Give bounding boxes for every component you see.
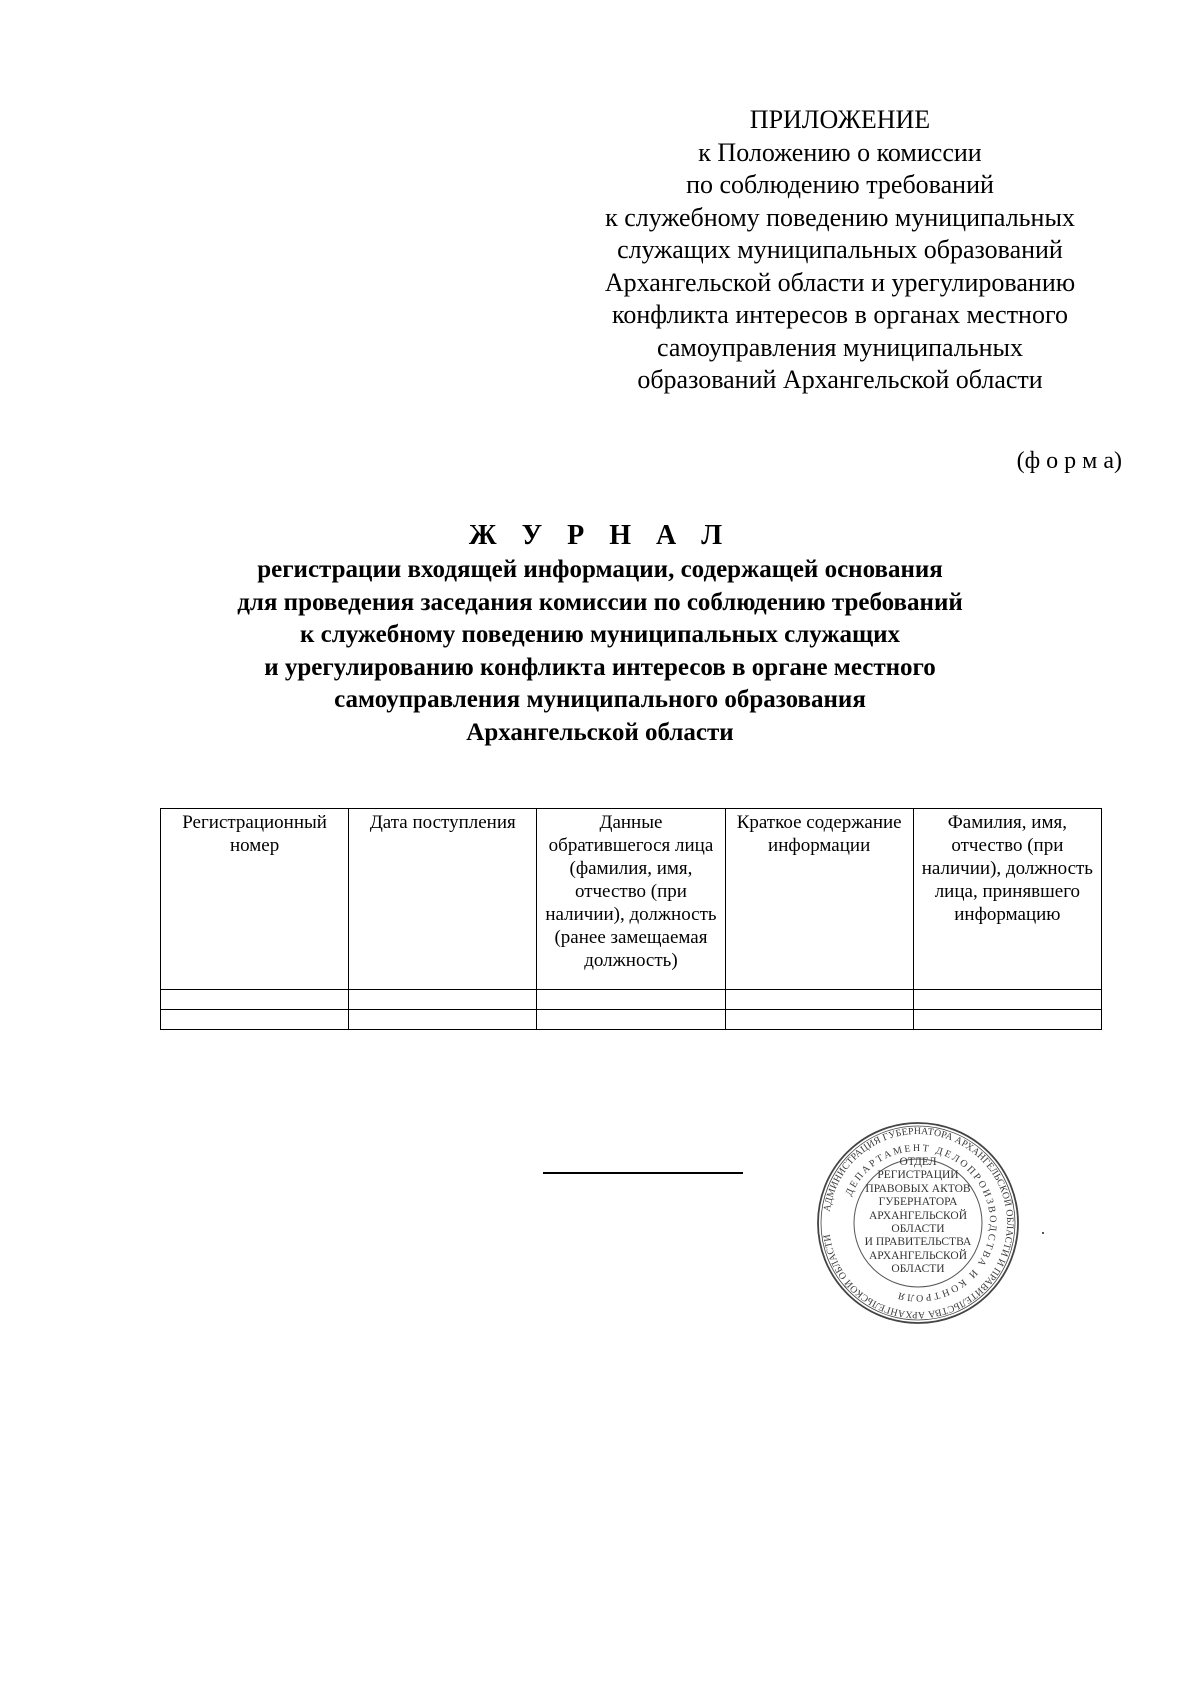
table-header-row bbox=[161, 809, 1102, 990]
appendix-line: самоуправления муниципальных bbox=[656, 332, 1024, 362]
official-stamp bbox=[815, 1120, 1021, 1326]
col-header-person-data: Данные обратившегося лица (фамилия, имя, отчество (при наличии), должность (ранее замещаемая должность) bbox=[537, 809, 725, 990]
appendix-line: Архангельской области и урегулированию bbox=[604, 267, 1076, 297]
col-header-summary: Краткое содержание информации bbox=[725, 809, 913, 990]
title-line: Архангельской области bbox=[466, 718, 734, 746]
col-header-receiver: Фамилия, имя, отчество (при наличии), должность лица, принявшего информацию bbox=[913, 809, 1101, 990]
table-cell bbox=[161, 990, 349, 1010]
appendix-header bbox=[560, 104, 1120, 397]
form-label: (ф о р м а) bbox=[1016, 448, 1122, 474]
title-line: к служебному поведению муниципальных служащих bbox=[299, 621, 901, 648]
stamp-inner-text: ДЕПАРТАМЕНТ ДЕЛОПРОИЗВОДСТВА И КОНТРОЛЯ bbox=[843, 1142, 999, 1304]
table-cell bbox=[913, 1010, 1101, 1030]
document-title bbox=[100, 518, 1100, 749]
table-row bbox=[161, 990, 1102, 1010]
stamp-center-line: ОБЛАСТИ bbox=[891, 1223, 945, 1236]
table-cell bbox=[725, 1010, 913, 1030]
appendix-line: по соблюдению требований bbox=[686, 170, 994, 199]
stamp-center-line: И ПРАВИТЕЛЬСТВА bbox=[864, 1236, 972, 1249]
table-cell bbox=[537, 1010, 725, 1030]
title-line: и урегулированию конфликта интересов в органе местного bbox=[264, 653, 936, 681]
table-cell bbox=[537, 990, 725, 1010]
appendix-line: конфликта интересов в органах местного bbox=[612, 300, 1068, 329]
stamp-outer-text: АДМИНИСТРАЦИЯ ГУБЕРНАТОРА АРХАНГЕЛЬСКОЙ ОБЛАСТИ И ПРАВИТЕЛЬСТВА АРХАНГЕЛЬСКОЙ ОБЛАСТИ bbox=[821, 1125, 1016, 1321]
stamp-center-line: РЕГИСТРАЦИИ bbox=[877, 1169, 959, 1182]
table-row bbox=[161, 1010, 1102, 1030]
col-header-reg-number: Регистрационный номер bbox=[161, 809, 349, 990]
table-cell bbox=[349, 990, 537, 1010]
stamp-center-line: АРХАНГЕЛЬСКОЙ bbox=[868, 1249, 968, 1262]
col-header-date: Дата поступления bbox=[349, 809, 537, 990]
appendix-line: образований Архангельской области bbox=[637, 365, 1043, 394]
appendix-line: служащих муниципальных образований bbox=[617, 235, 1063, 264]
journal-table bbox=[160, 808, 1102, 1030]
title-line: регистрации входящей информации, содержащей основания bbox=[257, 556, 943, 583]
appendix-line: к Положению о комиссии bbox=[698, 137, 982, 167]
stamp-center-line: ГУБЕРНАТОРА bbox=[878, 1196, 958, 1209]
scan-speck bbox=[1042, 1232, 1044, 1234]
stamp-center-text bbox=[815, 1156, 1021, 1277]
stamp-center-line: АРХАНГЕЛЬСКОЙ bbox=[868, 1209, 968, 1222]
title-line: самоуправления муниципального образования bbox=[334, 686, 866, 713]
appendix-line: ПРИЛОЖЕНИЕ bbox=[749, 105, 931, 134]
stamp-center-line: ОТДЕЛ bbox=[899, 1156, 937, 1168]
title-word: Ж У Р Н А Л bbox=[468, 520, 732, 551]
title-line: для проведения заседания комиссии по соблюдению требований bbox=[237, 588, 963, 616]
table-cell bbox=[161, 1010, 349, 1030]
table-cell bbox=[349, 1010, 537, 1030]
table-cell bbox=[725, 990, 913, 1010]
stamp-center-line: ОБЛАСТИ bbox=[891, 1263, 945, 1276]
appendix-line: к служебному поведению муниципальных bbox=[605, 202, 1075, 232]
signature-line bbox=[543, 1172, 743, 1174]
stamp-center-line: ПРАВОВЫХ АКТОВ bbox=[865, 1182, 971, 1195]
table-cell bbox=[913, 990, 1101, 1010]
